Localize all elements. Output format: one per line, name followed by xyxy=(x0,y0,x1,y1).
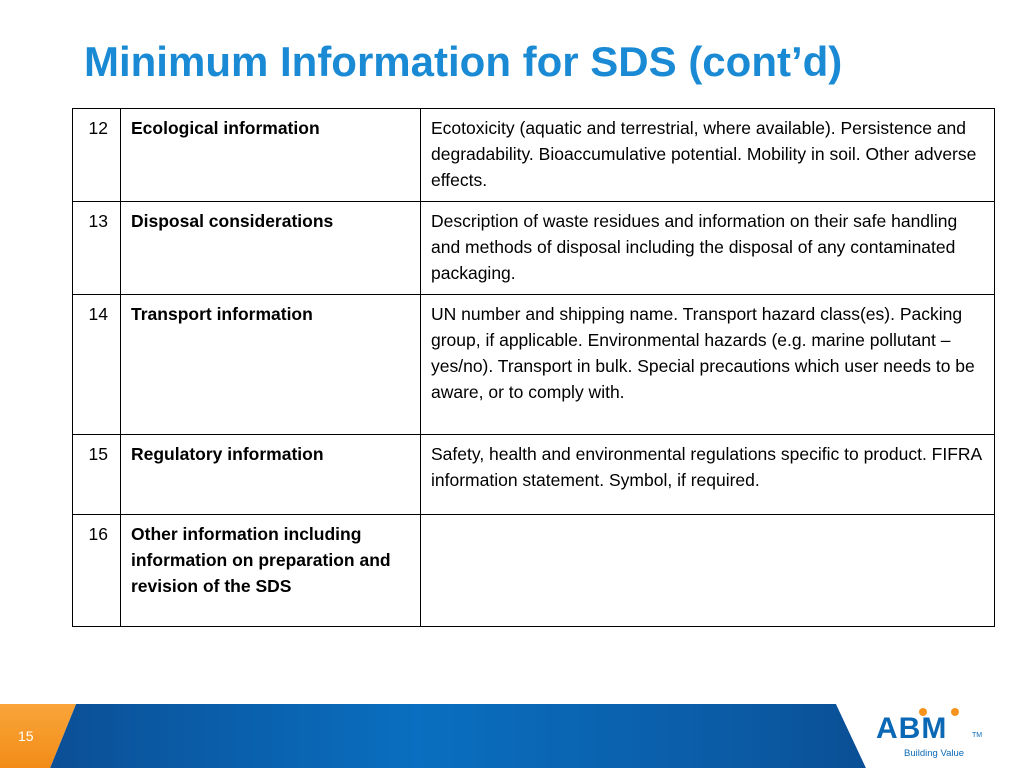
section-description: UN number and shipping name. Transport hazard class(es). Packing group, if applicable. Environmental hazards (e.g. marine pollutant – yes/no). Transport in bulk. Special precautions which user needs to be aware, or to comply with. xyxy=(421,295,995,435)
abm-logo xyxy=(876,712,986,764)
section-description: Description of waste residues and information on their safe handling and methods of disposal including the disposal of any contaminated packaging. xyxy=(421,202,995,295)
section-description: Ecotoxicity (aquatic and terrestrial, where available). Persistence and degradability. Bioaccumulative potential. Mobility in soil. Other adverse effects. xyxy=(421,109,995,202)
section-description xyxy=(421,515,995,627)
section-number: 15 xyxy=(73,435,121,515)
section-name: Other information including information on preparation and revision of the SDS xyxy=(121,515,421,627)
section-name: Ecological information xyxy=(121,109,421,202)
section-number: 12 xyxy=(73,109,121,202)
sds-table xyxy=(72,108,995,627)
footer-graphic xyxy=(0,704,1024,768)
table-row xyxy=(73,202,995,295)
table-row xyxy=(73,109,995,202)
slide-title: Minimum Information for SDS (cont’d) xyxy=(84,38,843,85)
logo-wordmark: ABM xyxy=(876,712,948,745)
section-number: 16 xyxy=(73,515,121,627)
logo-tagline: Building Value xyxy=(904,748,965,759)
logo-trademark: TM xyxy=(972,732,983,739)
footer-band xyxy=(0,704,1024,768)
table-row xyxy=(73,435,995,515)
section-name: Regulatory information xyxy=(121,435,421,515)
logo-dot xyxy=(951,708,959,716)
page-number: 15 xyxy=(18,728,34,744)
section-name: Disposal considerations xyxy=(121,202,421,295)
table-row xyxy=(73,515,995,627)
section-number: 14 xyxy=(73,295,121,435)
section-number: 13 xyxy=(73,202,121,295)
table-row xyxy=(73,295,995,435)
section-name: Transport information xyxy=(121,295,421,435)
section-description: Safety, health and environmental regulations specific to product. FIFRA information statement. Symbol, if required. xyxy=(421,435,995,515)
